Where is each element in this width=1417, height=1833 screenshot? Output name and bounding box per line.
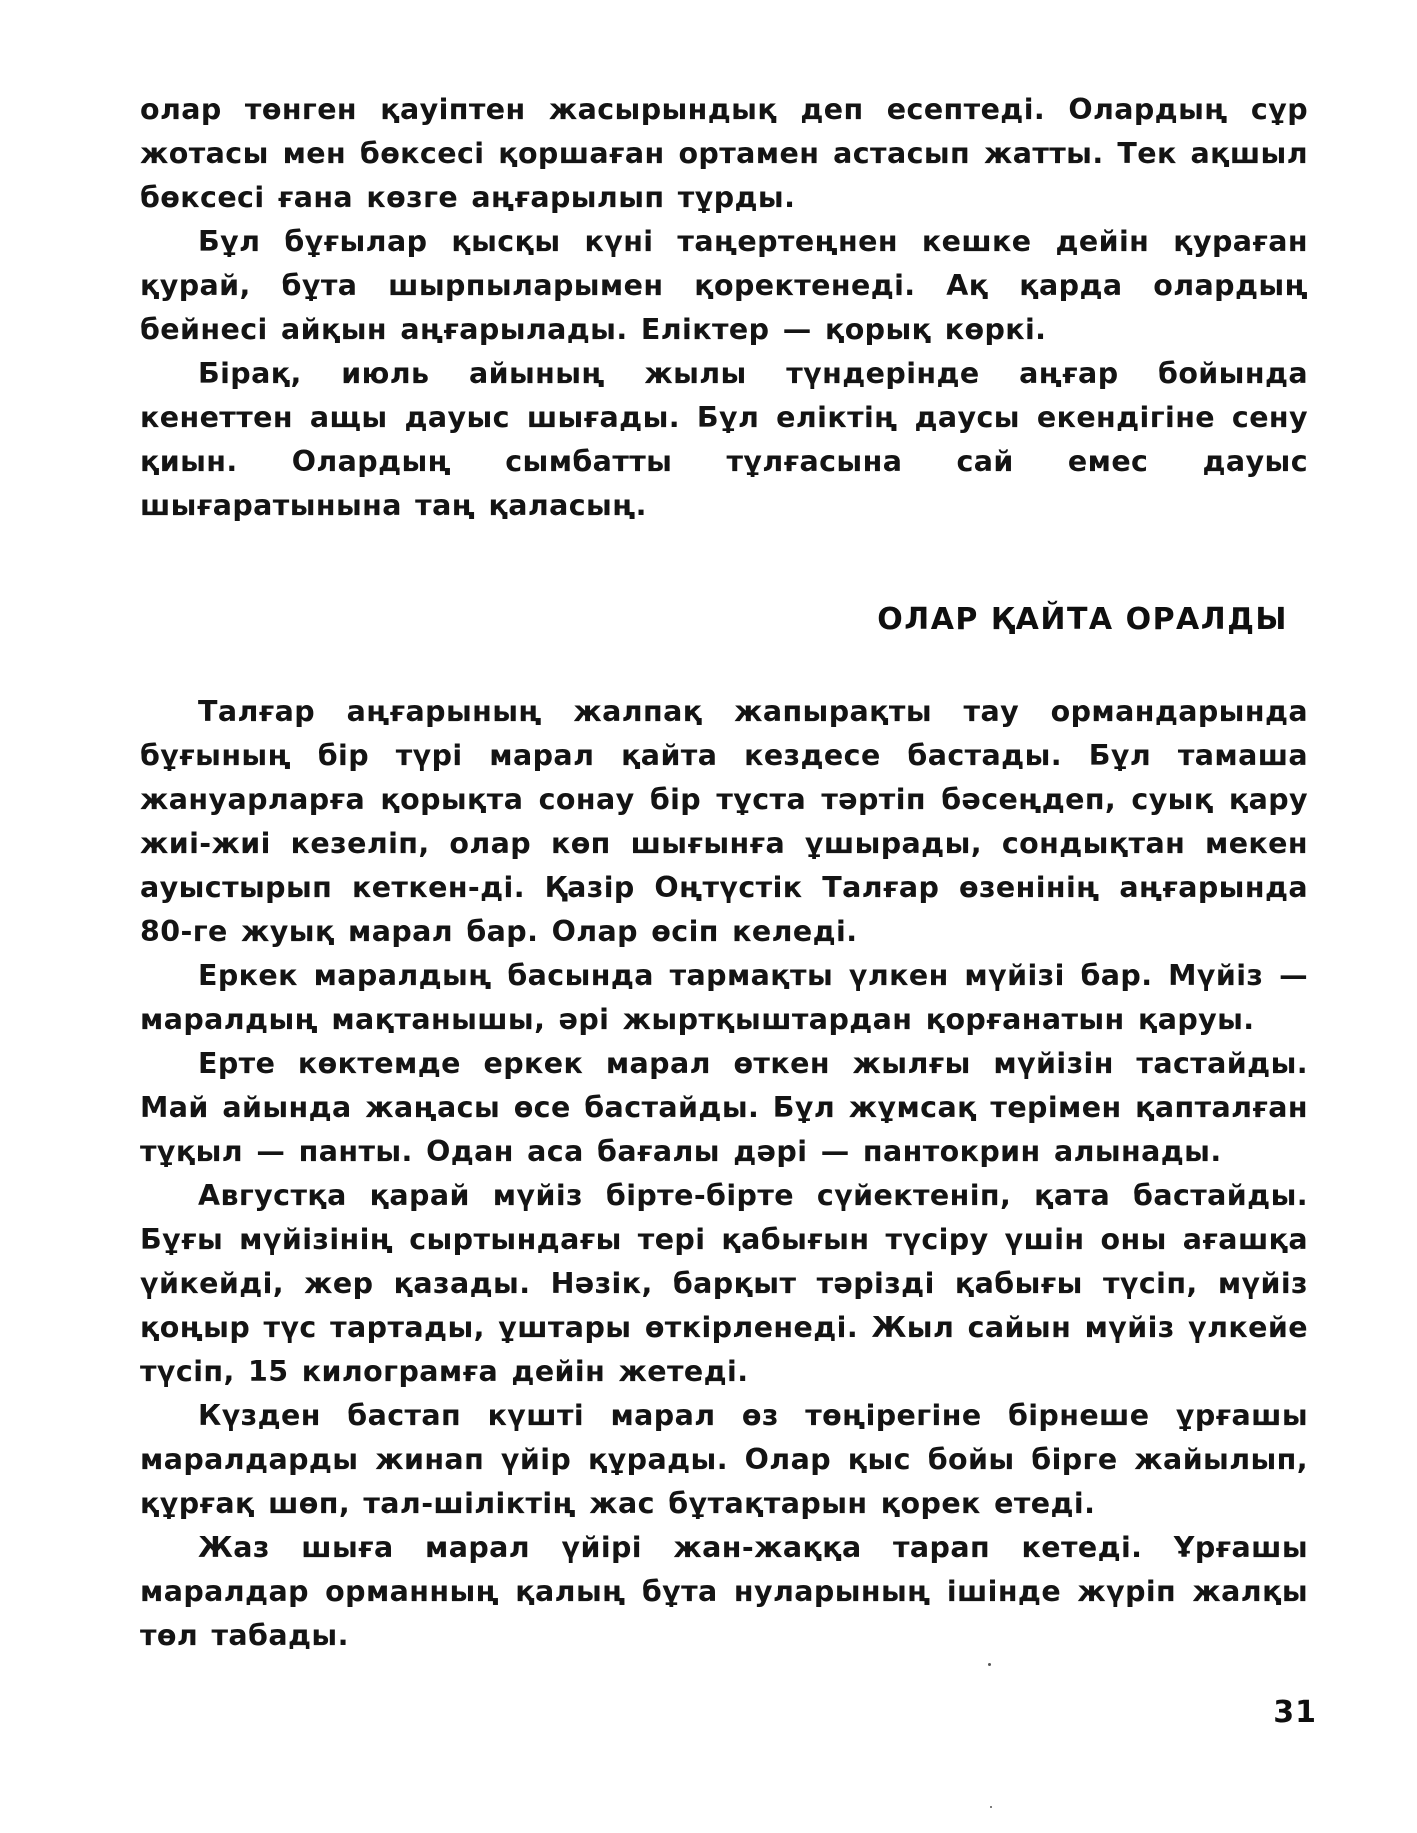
scan-speck <box>988 1663 991 1666</box>
paragraph-spring-antlers: Ерте көктемде еркек марал өткен жылғы мүйiзiн тастайды. Май айында жаңасы өсе бастайды. Бұл жұмсақ терiмен қапталған тұқыл — панты. Одан аса бағалы дәрi — пантокрин алынады. <box>140 1047 1308 1168</box>
spacer <box>140 528 1308 598</box>
paragraph-continuation: олар төнген қауiптен жасырындық деп есептедi. Олардың сұр жотасы мен бөксесi қоршаған ортамен астасып жатты. Тек ақшыл бөксесi ғана көзге аңғарылып тұрды. <box>140 93 1308 214</box>
paragraph-antlers: Еркек маралдың басында тармақты үлкен мүйiзi бар. Мүйiз — маралдың мақтанышы, әрi жыртқыштардан қорғанатын қаруы. <box>140 959 1308 1036</box>
scan-speck <box>990 1806 992 1808</box>
paragraph-deer-voice: Бiрақ, июль айының жылы түндерiнде аңғар бойында кенеттен ащы дауыс шығады. Бұл елiктiң даусы екендiгiне сену қиын. Олардың сымбатты тұлғасына сай емес дауыс шығаратынына таң қаласың. <box>140 357 1308 522</box>
paragraph-summer-calving: Жаз шыға марал үйiрi жан-жаққа тарап кетедi. Ұрғашы маралдар орманның қалың бұта нуларының iшiнде жүрiп жалқы төл табады. <box>140 1531 1308 1652</box>
paragraph-autumn-herd: Күзден бастап күштi марал өз төңiрегiне бiрнеше ұрғашы маралдарды жинап үйiр құрады. Олар қыс бойы бiрге жайылып, құрғақ шөп, тал-шiлiктiң жас бұтақтарын қорек етедi. <box>140 1399 1308 1520</box>
paragraph-august-antlers: Августқа қарай мүйiз бiрте-бiрте сүйектенiп, қата бастайды. Бұғы мүйiзiнiң сыртындағы терi қабығын түсiру үшiн оны ағашқа үйкейдi, жер қазады. Нәзiк, барқыт тәрiздi қабығы түсiп, мүйiз қоңыр түс тартады, ұштары өткiрленедi. Жыл сайын мүйiз үлкейе түсiп, 15 килограмға дейiн жетедi. <box>140 1179 1308 1388</box>
page-body <box>140 88 1308 1658</box>
page-number: 31 <box>1273 1695 1317 1730</box>
spacer <box>140 642 1308 690</box>
paragraph-deer-winter-feeding: Бұл бұғылар қысқы күнi таңертеңнен кешке дейiн қураған қурай, бұта шырпыларымен қоректенедi. Ақ қарда олардың бейнесi айқын аңғарылады. Елiктер — қорық көркi. <box>140 225 1308 346</box>
paragraph-maral-return: Талғар аңғарының жалпақ жапырақты тау ормандарында бұғының бiр түрi марал қайта кездесе бастады. Бұл тамаша жануарларға қорықта сонау бiр тұста тәртiп бәсеңдеп, суық қару жиi-жиi кезелiп, олар көп шығынға ұшырады, сондықтан мекен ауыстырып кеткен-дi. Қазiр Оңтүстiк Талғар өзенiнiң аңғарында 80-ге жуық марал бар. Олар өсiп келедi. <box>140 695 1308 948</box>
section-heading: ОЛАР ҚАЙТА ОРАЛДЫ <box>877 602 1288 637</box>
